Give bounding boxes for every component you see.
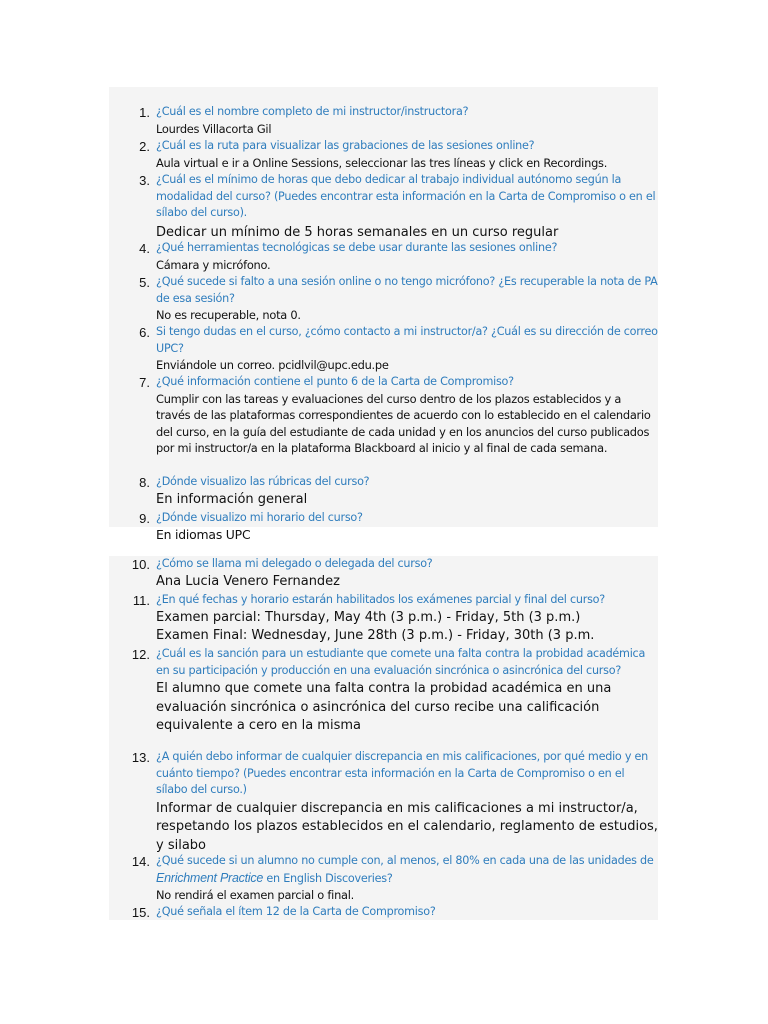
item-number: 10. — [131, 557, 150, 572]
question-text-end: en English Discoveries? — [263, 871, 393, 885]
answer-line: Examen Final: Wednesday, June 28th (3 p.m.) - Friday, 30th (3 p.m. — [156, 628, 595, 643]
item-number: 12. — [131, 647, 150, 662]
item-number: 11. — [132, 593, 150, 608]
list-item — [109, 172, 658, 242]
question-text: ¿Cuál es el nombre completo de mi instructor/instructora? — [156, 105, 469, 118]
item-number: 8. — [139, 475, 150, 490]
answer-text: Aula virtual e ir a Online Sessions, seleccionar las tres líneas y click en Recordings. — [156, 155, 608, 170]
answer-text: Informar de cualquier discrepancia en mis calificaciones a mi instructor/a, respetando los plazos establecidos en el calendario, reglamento de estudios, y silabo — [156, 800, 658, 853]
answer-text: Cumplir con las tareas y evaluaciones del curso dentro de los plazos establecidos y a través de las plataformas correspondientes de acuerdo con lo establecido en el calendario del curso, en la guía del estudiante de cada unidad y en los anuncios del curso publicados por mi instructor/a en la plataforma Blackboard al inicio y al final de cada semana. — [156, 391, 651, 455]
item-number: 3. — [139, 173, 150, 188]
answer-text: Ana Lucia Venero Fernandez — [156, 573, 341, 589]
question-text: Si tengo dudas en el curso, ¿cómo contacto a mi instructor/a? ¿Cuál es su dirección de correo UPC? — [156, 325, 658, 355]
item-number: 15. — [131, 905, 150, 920]
item-number: 2. — [139, 139, 150, 154]
answer-text: En idiomas UPC — [156, 526, 251, 542]
question-text-italic: Enrichment Practice — [156, 870, 264, 885]
list-item — [109, 853, 658, 904]
list-item — [109, 138, 658, 171]
question-text: ¿Cómo se llama mi delegado o delegada del curso? — [156, 557, 433, 570]
answer-text: No rendirá el examen parcial o final. — [156, 888, 355, 902]
question-text: ¿Qué información contiene el punto 6 de la Carta de Compromiso? — [156, 375, 514, 388]
item-number: 7. — [139, 375, 150, 390]
question-text: ¿Dónde visualizo las rúbricas del curso? — [156, 475, 370, 488]
list-item — [109, 474, 658, 509]
list-item — [109, 324, 658, 374]
item-number: 9. — [139, 511, 150, 526]
answer-text: El alumno que comete una falta contra la probidad académica en una evaluación sincrónica o asincrónica del curso recibe una calificación equivalente a cero en la misma — [156, 681, 612, 733]
answer-text: Dedicar un mínimo de 5 horas semanales en un curso regular — [156, 224, 559, 240]
item-number: 1. — [139, 105, 150, 120]
question-text: ¿Qué herramientas tecnológicas se debe usar durante las sesiones online? — [156, 241, 558, 254]
answer-text: Lourdes Villacorta Gil — [156, 121, 272, 136]
list-item — [109, 592, 658, 646]
question-text: ¿Qué sucede si falto a una sesión online o no tengo micrófono? ¿Es recuperable la nota de PA de esa sesión? — [156, 275, 658, 305]
question-text: ¿Qué señala el ítem 12 de la Carta de Compromiso? — [156, 905, 436, 918]
item-number: 5. — [139, 275, 150, 290]
list-item — [109, 510, 658, 543]
list-item — [109, 274, 658, 324]
question-text: ¿A quién debo informar de cualquier discrepancia en mis calificaciones, por qué medio y en cuánto tiempo? (Puedes encontrar esta información en la Carta de Compromiso o en el sílabo del curso.) — [156, 750, 648, 796]
question-text: ¿Cuál es el mínimo de horas que debo dedicar al trabajo individual autónomo según la modalidad del curso? (Puedes encontrar esta información en la Carta de Compromiso o en el sílabo del curso). — [156, 173, 656, 219]
question-text-start: ¿Qué sucede si un alumno no cumple con, al menos, el 80% en cada una de las unidades de — [156, 854, 654, 867]
item-number: 14. — [131, 854, 150, 869]
answer-line: Examen parcial: Thursday, May 4th (3 p.m.) - Friday, 5th (3 p.m.) — [156, 609, 581, 625]
list-item — [109, 374, 658, 457]
list-item — [109, 104, 658, 137]
question-text — [156, 853, 658, 887]
answer-text: No es recuperable, nota 0. — [156, 308, 301, 322]
answer-text: En información general — [156, 491, 308, 507]
item-number: 6. — [139, 325, 150, 340]
list-item — [109, 749, 658, 855]
question-text: ¿En qué fechas y horario estarán habilitados los exámenes parcial y final del curso? — [156, 593, 605, 606]
list-item — [109, 556, 658, 591]
item-number: 4. — [139, 241, 150, 256]
list-item — [109, 904, 658, 921]
answer-text: Enviándole un correo. pcidlvil@upc.edu.pe — [156, 358, 389, 372]
answer-text: Cámara y micrófono. — [156, 257, 271, 272]
question-text: ¿Dónde visualizo mi horario del curso? — [156, 511, 363, 524]
list-item — [109, 646, 658, 736]
list-item — [109, 240, 658, 273]
question-text: ¿Cuál es la ruta para visualizar las grabaciones de las sesiones online? — [156, 139, 535, 152]
item-number: 13. — [131, 750, 150, 765]
question-text: ¿Cuál es la sanción para un estudiante que comete una falta contra la probidad académica en su participación y producción en una evaluación sincrónica o asincrónica del curso? — [156, 647, 646, 677]
